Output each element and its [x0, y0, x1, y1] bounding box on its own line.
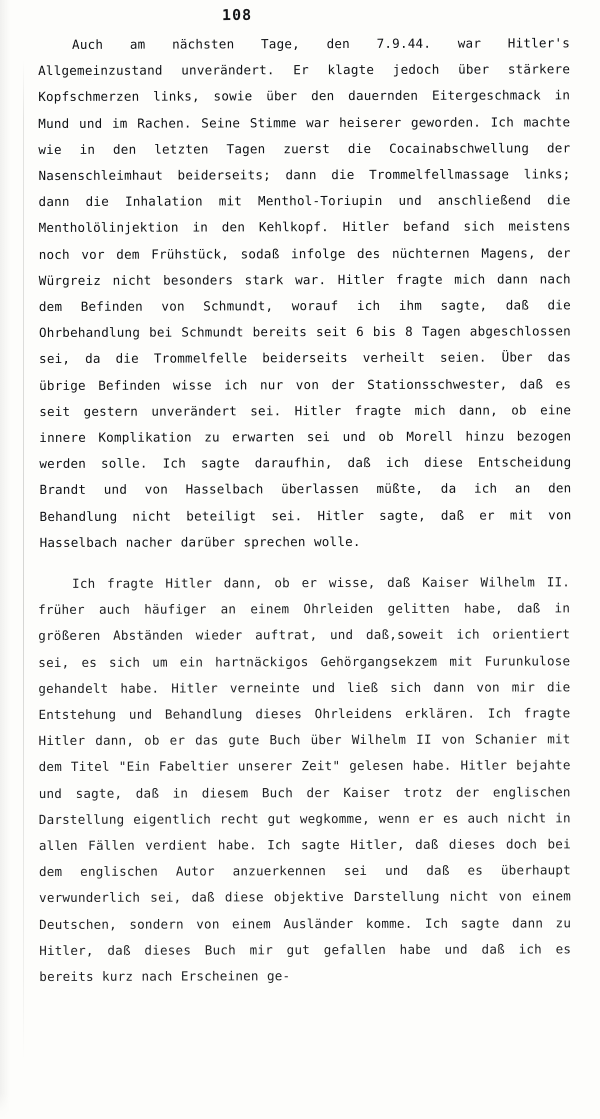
page-bottom-fade: [0, 1093, 600, 1119]
page-number: 108: [221, 5, 253, 25]
page-edge-shadow: [0, 0, 10, 1119]
margin-rule-line: [23, 60, 24, 1060]
paragraph: Auch am nächsten Tage, den 7.9.44. war Hitler's Allgemeinzustand unverändert. Er klagte jedoch über stärkere Kopfschmerzen links, sowie über den dauernden Eitergeschmack in Mund und im Rachen. Seine Stimme war heiserer geworden. Ich machte wie in den letzten Tagen zuerst die Cocainabschwellung der Nasenschleimhaut beiderseits; dann die Trommelfellmassage links; dann die Inhalation mit Menthol-Toriupin und anschließend die Mentholölinjektion in den Kehlkopf. Hitler befand sich meistens noch vor dem Frühstück, sodaß infolge des nüchternen Magens, der Würgreiz nicht besonders stark war. Hitler fragte mich dann nach dem Befinden von Schmundt, worauf ich ihm sagte, daß die Ohrbehandlung bei Schmundt bereits seit 6 bis 8 Tagen abgeschlossen sei, da die Trommelfelle beiderseits verheilt seien. Über das übrige Befinden wisse ich nur von der Stationsschwester, daß es seit gestern unverändert sei. Hitler fragte mich dann, ob eine innere Komplikation zu erwarten sei und ob Morell hinzu bezogen werden solle. Ich sagte daraufhin, daß ich diese Entscheidung Brandt und von Hasselbach überlassen müßte, da ich an den Behandlung nicht beteiligt sei. Hitler sagte, daß er mit von Hasselbach nacher darüber sprechen wolle.: [38, 35, 572, 550]
paragraph: Ich fragte Hitler dann, ob er wisse, daß Kaiser Wilhelm II. früher auch häufiger an einem Ohrleiden gelitten habe, daß in größeren Abständen wieder auftrat, und daß,soweit ich orientiert sei, es sich um ein hartnäckigos Gehörgangsekzem mit Furunkulose gehandelt habe. Hitler verneinte und ließ sich dann von mir die Entstehung und Behandlung dieses Ohrleidens erklären. Ich fragte Hitler dann, ob er das gute Buch über Wilhelm II von Schanier mit dem Titel "Ein Fabeltier unserer Zeit" gelesen habe. Hitler bejahte und sagte, daß in diesem Buch der Kaiser trotz der englischen Darstellung eigentlich recht gut wegkomme, wenn er es auch nicht in allen Fällen verdient habe. Ich sagte Hitler, daß dieses doch bei dem englischen Autor anzuerkennen sei und daß es überhaupt verwunderlich sei, daß diese objektive Darstellung nicht von einem Deutschen, sondern von einem Ausländer komme. Ich sagte dann zu Hitler, daß dieses Buch mir gut gefallen habe und daß ich es bereits kurz nach Erscheinen ge-: [38, 574, 572, 985]
document-body: [38, 32, 570, 990]
